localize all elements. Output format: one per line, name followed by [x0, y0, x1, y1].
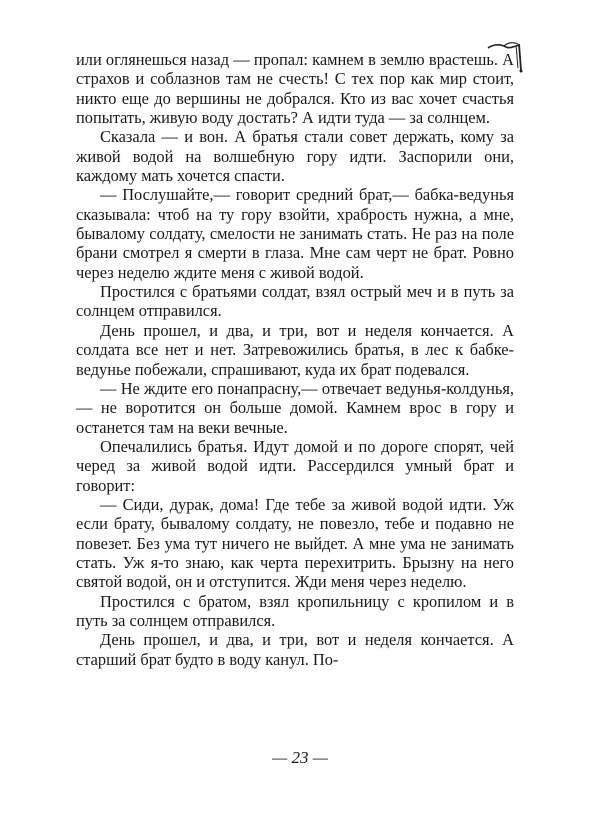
paragraph: — Послушайте,— говорит средний брат,— бабка-ведунья сказывала: чтоб на ту гору взойти, храбрость нужна, а мне, бывалому солдату, смелости не занимать стать. Не раз на поле брани смотрел я смерти в глаза. Мне сам черт не брат. Ровно через неделю ждите меня с живой водой. — [76, 185, 514, 282]
body-text — [76, 50, 514, 669]
paragraph: Сказала — и вон. А братья стали совет держать, кому за живой водой на волшебную гору идти. Заспорили они, каждому мать хочется спасти. — [76, 127, 514, 186]
paragraph: или оглянешься назад — пропал: камнем в землю врастешь. А страхов и соблазнов там не счесть! С тех пор как мир стоит, никто еще до вершины не добрался. Кто из вас хочет счастья попытать, живую воду достать? А идти туда — за солнцем. — [76, 50, 514, 128]
paragraph: День прошел, и два, и три, вот и неделя кончается. А солдата все нет и нет. Затревожились братья, в лес к бабке-ведунье побежали, спрашивают, куда их брат подевался. — [76, 320, 514, 379]
page-number: — 23 — — [272, 748, 328, 767]
paragraph: — Сиди, дурак, дома! Где тебе за живой водой идти. Уж если брату, бывалому солдату, не повезло, тебе и подавно не повезет. Без ума тут ничего не выйдет. А мне ума не занимать стать. Уж я-то знаю, как черта перехитрить. Брызну на него святой водой, он и отступится. Жди меня через неделю. — [76, 494, 514, 592]
paragraph: Опечалились братья. Идут домой и по дороге спорят, чей черед за живой водой идти. Рассердился умный брат и говорит: — [76, 436, 514, 495]
paragraph: Простился с братьями солдат, взял острый меч и в путь за солнцем отправился. — [76, 282, 514, 321]
paragraph: Простился с братом, взял кропильницу с кропилом и в путь за солнцем отправился. — [76, 591, 514, 630]
paragraph: — Не ждите его понапрасну,— отвечает ведунья-колдунья,— не воротится он больше домой. Камнем врос в гору и останется там на веки вечные. — [76, 378, 514, 437]
paragraph: День прошел, и два, и три, вот и неделя кончается. А старший брат будто в воду канул. По- — [76, 630, 514, 669]
